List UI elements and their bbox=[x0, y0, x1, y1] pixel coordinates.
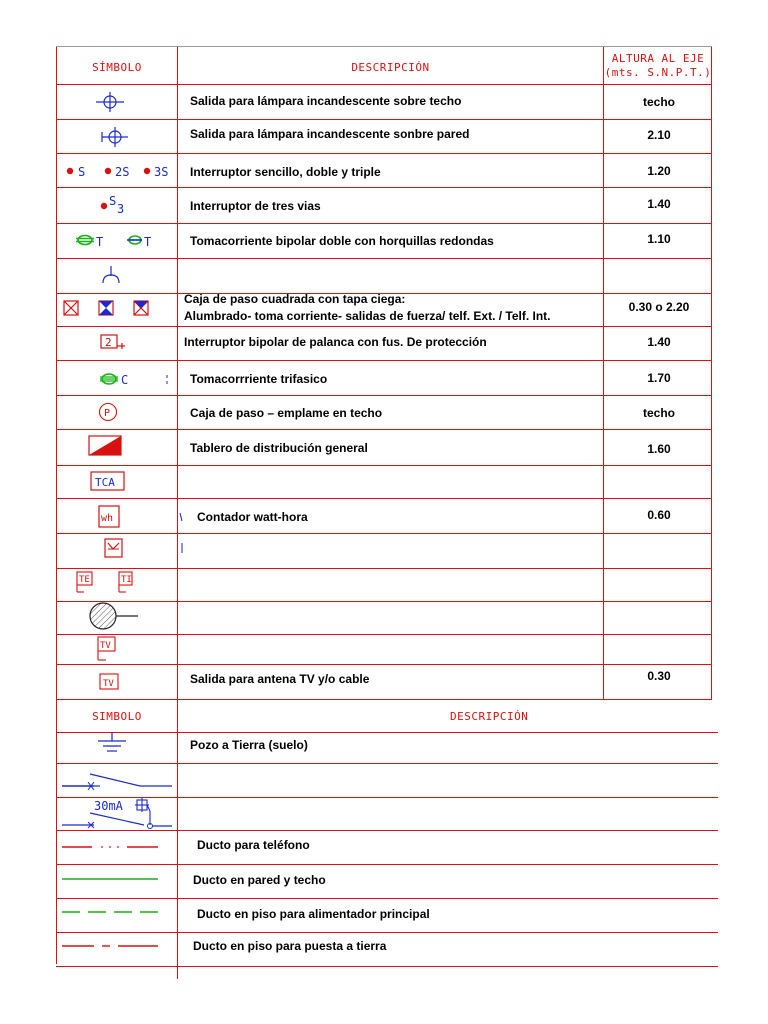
switch-single-label: S bbox=[78, 165, 86, 179]
switch-single-double-triple-icon bbox=[62, 160, 174, 182]
hatched-circle-icon bbox=[86, 601, 140, 631]
row-description: Tablero de distribución general bbox=[190, 441, 368, 455]
row-divider bbox=[56, 258, 712, 259]
outlet-t-label: T bbox=[144, 235, 152, 249]
three-way-s-label: S bbox=[109, 194, 117, 208]
three-phase-outlet-icon bbox=[100, 369, 172, 389]
breaker-switch-icon bbox=[100, 333, 128, 353]
tv-outlet-wall-icon bbox=[94, 635, 120, 663]
outlet-t-label: T bbox=[96, 235, 104, 249]
row-description: Tomacorriente bipolar doble con horquillas redondas bbox=[190, 234, 494, 248]
row-description: Ducto para teléfono bbox=[197, 838, 310, 852]
ceiling-lamp-outlet-icon bbox=[90, 90, 130, 114]
row-description: Caja de paso – emplame en techo bbox=[190, 406, 383, 420]
page-top-border bbox=[56, 46, 712, 47]
row-height: 1.40 bbox=[647, 197, 671, 211]
row-height: 1.10 bbox=[647, 232, 671, 246]
telephone-outlet-icon bbox=[72, 570, 140, 596]
row-divider bbox=[56, 360, 712, 361]
row-description: Ducto en piso para alimentador principal bbox=[197, 907, 430, 921]
switch-triple-label: 3S bbox=[154, 165, 169, 179]
meter-wh-label: wh bbox=[101, 513, 114, 524]
row-divider bbox=[56, 223, 712, 224]
row-divider bbox=[56, 326, 712, 327]
header-symbol: SÍMBOLO bbox=[92, 61, 142, 74]
row-divider bbox=[56, 601, 712, 602]
row-description: Interruptor de tres vias bbox=[190, 199, 321, 213]
tca-box-icon bbox=[90, 470, 126, 492]
floor-feeder-duct-line-icon bbox=[62, 907, 162, 917]
row-divider bbox=[56, 465, 712, 466]
row-divider bbox=[56, 732, 718, 733]
row-height: 0.30 o 2.20 bbox=[628, 300, 690, 314]
row-divider bbox=[56, 864, 718, 865]
row-height: 1.60 bbox=[647, 442, 671, 456]
row-divider bbox=[56, 429, 712, 430]
row-divider bbox=[56, 763, 718, 764]
row-divider bbox=[56, 634, 712, 635]
ti-label: TI bbox=[121, 575, 132, 585]
row-height: techo bbox=[642, 406, 675, 420]
junction-box-icon bbox=[62, 300, 162, 318]
row-description: Salida para lámpara incandescente sobre techo bbox=[190, 94, 462, 108]
header-description: DESCRIPCIÓN bbox=[450, 710, 529, 723]
tca-label: TCA bbox=[95, 476, 115, 489]
header-height-line2: (mts. S.N.P.T.) bbox=[604, 66, 712, 79]
row-description: Salida para lámpara incandescente sonbre pared bbox=[190, 127, 470, 141]
row-divider bbox=[56, 568, 712, 569]
row-description: Interruptor bipolar de palanca con fus. De protección bbox=[184, 335, 487, 349]
row-height: 0.30 bbox=[647, 669, 671, 683]
row-description: Contador watt-hora bbox=[197, 510, 308, 524]
switch-double-label: 2S bbox=[115, 165, 130, 179]
three-way-switch-icon bbox=[98, 192, 138, 220]
row-description: Pozo a Tierra (suelo) bbox=[190, 738, 308, 752]
row-description: Interruptor sencillo, doble y triple bbox=[190, 165, 381, 179]
row-divider bbox=[56, 187, 712, 188]
row-divider bbox=[56, 932, 718, 933]
distribution-board-icon bbox=[88, 435, 124, 457]
row-divider bbox=[56, 119, 712, 120]
tv-label: TV bbox=[100, 641, 111, 651]
antenna-outlet-icon bbox=[100, 264, 122, 286]
header-symbol: SIMBOLO bbox=[92, 710, 142, 723]
row-divider bbox=[56, 533, 712, 534]
row-description: Ducto en piso para puesta a tierra bbox=[193, 939, 387, 953]
row-divider bbox=[56, 664, 712, 665]
row-divider bbox=[56, 966, 718, 967]
disconnect-switch-icon bbox=[60, 768, 174, 794]
row-divider bbox=[56, 498, 712, 499]
header-height-line1: ALTURA AL EJE bbox=[611, 52, 705, 65]
row-height: 1.40 bbox=[647, 335, 671, 349]
ceiling-junction-p-label: P bbox=[104, 408, 111, 419]
tv-label: TV bbox=[103, 679, 114, 689]
row-divider bbox=[56, 395, 712, 396]
row-description: Ducto en pared y techo bbox=[193, 873, 326, 887]
wall-ceiling-duct-line-icon bbox=[62, 874, 162, 884]
header-description: DESCRIPCIÓN bbox=[351, 61, 430, 74]
row-divider bbox=[56, 699, 712, 700]
ceiling-junction-box-icon bbox=[96, 401, 120, 423]
row-description: Tomacorrriente trifasico bbox=[190, 372, 328, 386]
te-label: TE bbox=[79, 575, 90, 585]
wall-lamp-outlet-icon bbox=[98, 125, 130, 149]
differential-30ma-label: 30mA bbox=[94, 799, 123, 813]
three-phase-c-label: C bbox=[121, 373, 129, 387]
row-height: 2.10 bbox=[647, 128, 671, 142]
breaker-label: 2 bbox=[105, 336, 112, 349]
differential-switch-icon bbox=[60, 797, 174, 831]
telephone-duct-line-icon bbox=[62, 842, 162, 852]
bipolar-outlet-icon bbox=[76, 230, 166, 252]
row-height: techo bbox=[642, 95, 675, 109]
floor-ground-duct-line-icon bbox=[62, 941, 162, 951]
row-description-line2: Alumbrado- toma corriente- salidas de fuerza/ telf. Ext. / Telf. Int. bbox=[184, 309, 551, 323]
ground-pit-icon bbox=[96, 732, 128, 754]
row-height: 1.70 bbox=[647, 371, 671, 385]
row-height: 1.20 bbox=[647, 164, 671, 178]
row-divider bbox=[56, 898, 718, 899]
row-description-line1: Caja de paso cuadrada con tapa ciega: bbox=[184, 292, 406, 306]
tv-outlet-icon bbox=[98, 672, 122, 692]
row-description: Salida para antena TV y/o cable bbox=[190, 672, 370, 686]
table1-left-border bbox=[56, 47, 57, 964]
three-way-3-label: 3 bbox=[117, 202, 125, 216]
meter-box-icon bbox=[104, 538, 186, 560]
row-divider bbox=[56, 84, 712, 85]
watt-hour-meter-icon bbox=[98, 505, 186, 529]
row-height: 0.60 bbox=[647, 508, 671, 522]
row-divider bbox=[56, 153, 712, 154]
